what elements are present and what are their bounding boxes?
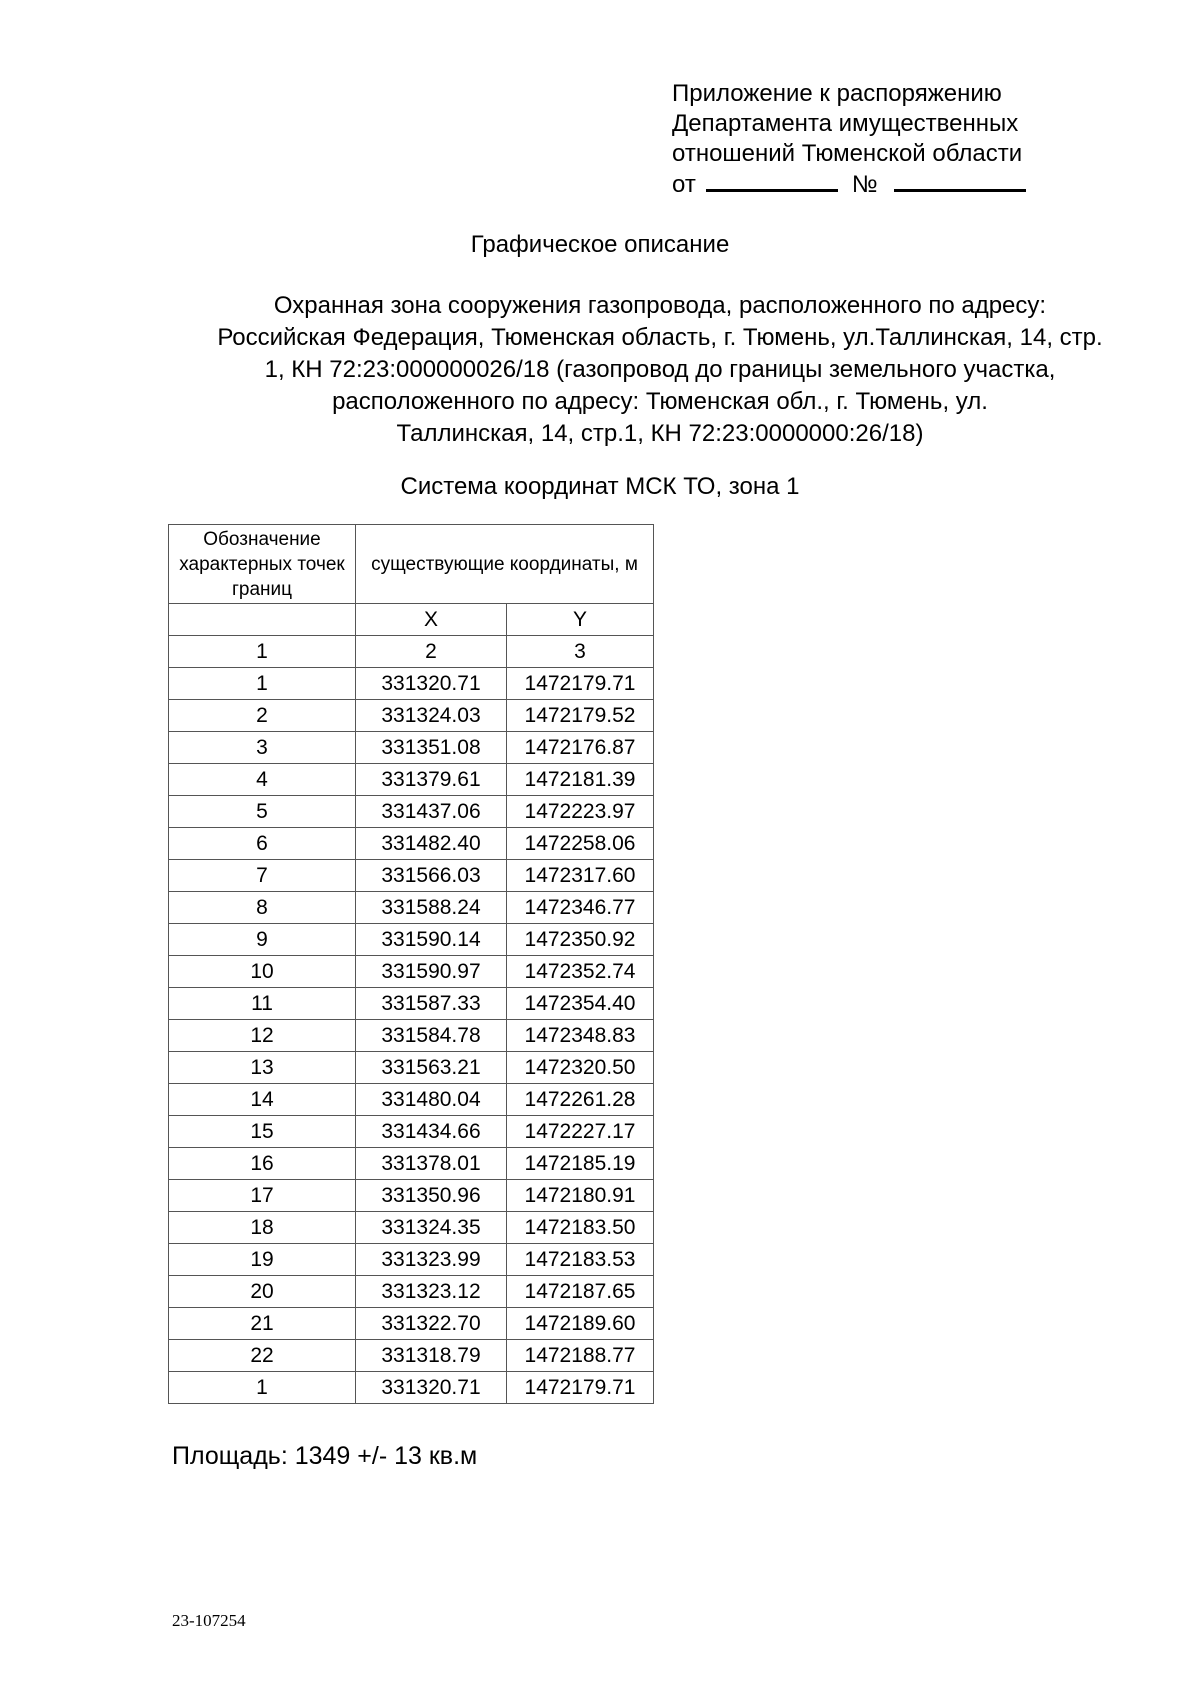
table-row (169, 1116, 654, 1148)
table-row (169, 1148, 654, 1180)
point-cell: 9 (169, 924, 356, 956)
document-number: 23-107254 (172, 1611, 246, 1630)
point-cell: 1 (169, 668, 356, 700)
number-label: № (851, 171, 878, 198)
table-row (169, 828, 654, 860)
x-cell: 331318.79 (356, 1340, 507, 1372)
x-cell: 331323.99 (356, 1244, 507, 1276)
y-cell: 1472183.53 (507, 1244, 654, 1276)
table-row (169, 1372, 654, 1404)
point-cell: 11 (169, 988, 356, 1020)
table-row (169, 1276, 654, 1308)
table-row (169, 1180, 654, 1212)
y-cell: 1472317.60 (507, 860, 654, 892)
point-cell: 3 (169, 732, 356, 764)
y-cell: 1472187.65 (507, 1276, 654, 1308)
point-cell: 8 (169, 892, 356, 924)
table-row (169, 732, 654, 764)
y-cell: 1472346.77 (507, 892, 654, 924)
table-row (169, 956, 654, 988)
table-row (169, 924, 654, 956)
y-cell: 1472179.71 (507, 668, 654, 700)
table-axis-row (169, 604, 654, 636)
date-label: от (672, 171, 696, 198)
description-line-5: Таллинская, 14, стр.1, КН 72:23:0000000:26/18) (396, 420, 924, 447)
table-header-row (169, 525, 654, 604)
table-column-number-row (169, 636, 654, 668)
x-cell: 331482.40 (356, 828, 507, 860)
description-line-2: Российская Федерация, Тюменская область, г. Тюмень, ул.Таллинская, 14, стр. (217, 324, 1103, 351)
table-row (169, 1212, 654, 1244)
x-cell: 331566.03 (356, 860, 507, 892)
point-cell: 1 (169, 1372, 356, 1404)
appendix-line-2: Департамента имущественных (672, 110, 1019, 137)
table-row (169, 1084, 654, 1116)
table-row (169, 796, 654, 828)
y-cell: 1472179.71 (507, 1372, 654, 1404)
x-cell: 331320.71 (356, 668, 507, 700)
x-cell: 331350.96 (356, 1180, 507, 1212)
coordinates-table (168, 524, 654, 1404)
table-row (169, 860, 654, 892)
point-cell: 15 (169, 1116, 356, 1148)
y-cell: 1472188.77 (507, 1340, 654, 1372)
point-cell: 6 (169, 828, 356, 860)
y-cell: 1472223.97 (507, 796, 654, 828)
y-cell: 1472261.28 (507, 1084, 654, 1116)
y-cell: 1472258.06 (507, 828, 654, 860)
point-cell: 7 (169, 860, 356, 892)
x-cell: 331320.71 (356, 1372, 507, 1404)
y-cell: 1472185.19 (507, 1148, 654, 1180)
table-row (169, 1340, 654, 1372)
point-cell: 20 (169, 1276, 356, 1308)
coordinate-system-label: Система координат МСК ТО, зона 1 (400, 473, 800, 500)
point-cell: 14 (169, 1084, 356, 1116)
x-cell: 331434.66 (356, 1116, 507, 1148)
number-blank (894, 169, 1026, 192)
header-empty-cell (169, 604, 356, 636)
x-cell: 331351.08 (356, 732, 507, 764)
point-cell: 19 (169, 1244, 356, 1276)
table-row (169, 1308, 654, 1340)
table-row (169, 700, 654, 732)
x-cell: 331437.06 (356, 796, 507, 828)
header-x: X (356, 604, 507, 636)
x-cell: 331588.24 (356, 892, 507, 924)
y-cell: 1472227.17 (507, 1116, 654, 1148)
header-y: Y (507, 604, 654, 636)
document-title: Графическое описание (470, 231, 730, 258)
x-cell: 331378.01 (356, 1148, 507, 1180)
description-line-1: Охранная зона сооружения газопровода, расположенного по адресу: (273, 292, 1047, 319)
table-row (169, 1244, 654, 1276)
x-cell: 331590.14 (356, 924, 507, 956)
y-cell: 1472179.52 (507, 700, 654, 732)
appendix-date-line (672, 169, 1112, 200)
column-number-3: 3 (507, 636, 654, 668)
point-cell: 22 (169, 1340, 356, 1372)
table-row (169, 988, 654, 1020)
y-cell: 1472350.92 (507, 924, 654, 956)
appendix-line-3: отношений Тюменской области (672, 140, 1023, 167)
date-blank (706, 169, 838, 192)
x-cell: 331584.78 (356, 1020, 507, 1052)
y-cell: 1472176.87 (507, 732, 654, 764)
point-cell: 13 (169, 1052, 356, 1084)
table-row (169, 892, 654, 924)
y-cell: 1472354.40 (507, 988, 654, 1020)
point-cell: 2 (169, 700, 356, 732)
x-cell: 331379.61 (356, 764, 507, 796)
table-row (169, 1020, 654, 1052)
y-cell: 1472320.50 (507, 1052, 654, 1084)
point-cell: 16 (169, 1148, 356, 1180)
y-cell: 1472352.74 (507, 956, 654, 988)
appendix-block (672, 79, 1112, 200)
point-cell: 17 (169, 1180, 356, 1212)
area-value: Площадь: 1349 +/- 13 кв.м (172, 1442, 478, 1470)
x-cell: 331323.12 (356, 1276, 507, 1308)
y-cell: 1472189.60 (507, 1308, 654, 1340)
point-cell: 12 (169, 1020, 356, 1052)
header-coordinates: существующие координаты, м (356, 525, 654, 604)
appendix-line-1: Приложение к распоряжению (672, 80, 1002, 107)
description-line-3: 1, КН 72:23:000000026/18 (газопровод до границы земельного участка, (264, 356, 1056, 383)
point-cell: 10 (169, 956, 356, 988)
point-cell: 18 (169, 1212, 356, 1244)
table-row (169, 1052, 654, 1084)
y-cell: 1472181.39 (507, 764, 654, 796)
header-points: Обозначение характерных точек границ (169, 525, 356, 604)
description-line-4: расположенного по адресу: Тюменская обл., г. Тюмень, ул. (332, 388, 988, 415)
x-cell: 331587.33 (356, 988, 507, 1020)
x-cell: 331322.70 (356, 1308, 507, 1340)
point-cell: 4 (169, 764, 356, 796)
point-cell: 5 (169, 796, 356, 828)
zone-description (160, 290, 1160, 450)
column-number-1: 1 (169, 636, 356, 668)
table-row (169, 668, 654, 700)
y-cell: 1472348.83 (507, 1020, 654, 1052)
point-cell: 21 (169, 1308, 356, 1340)
column-number-2: 2 (356, 636, 507, 668)
x-cell: 331480.04 (356, 1084, 507, 1116)
x-cell: 331563.21 (356, 1052, 507, 1084)
x-cell: 331324.03 (356, 700, 507, 732)
x-cell: 331590.97 (356, 956, 507, 988)
x-cell: 331324.35 (356, 1212, 507, 1244)
table-row (169, 764, 654, 796)
y-cell: 1472180.91 (507, 1180, 654, 1212)
y-cell: 1472183.50 (507, 1212, 654, 1244)
